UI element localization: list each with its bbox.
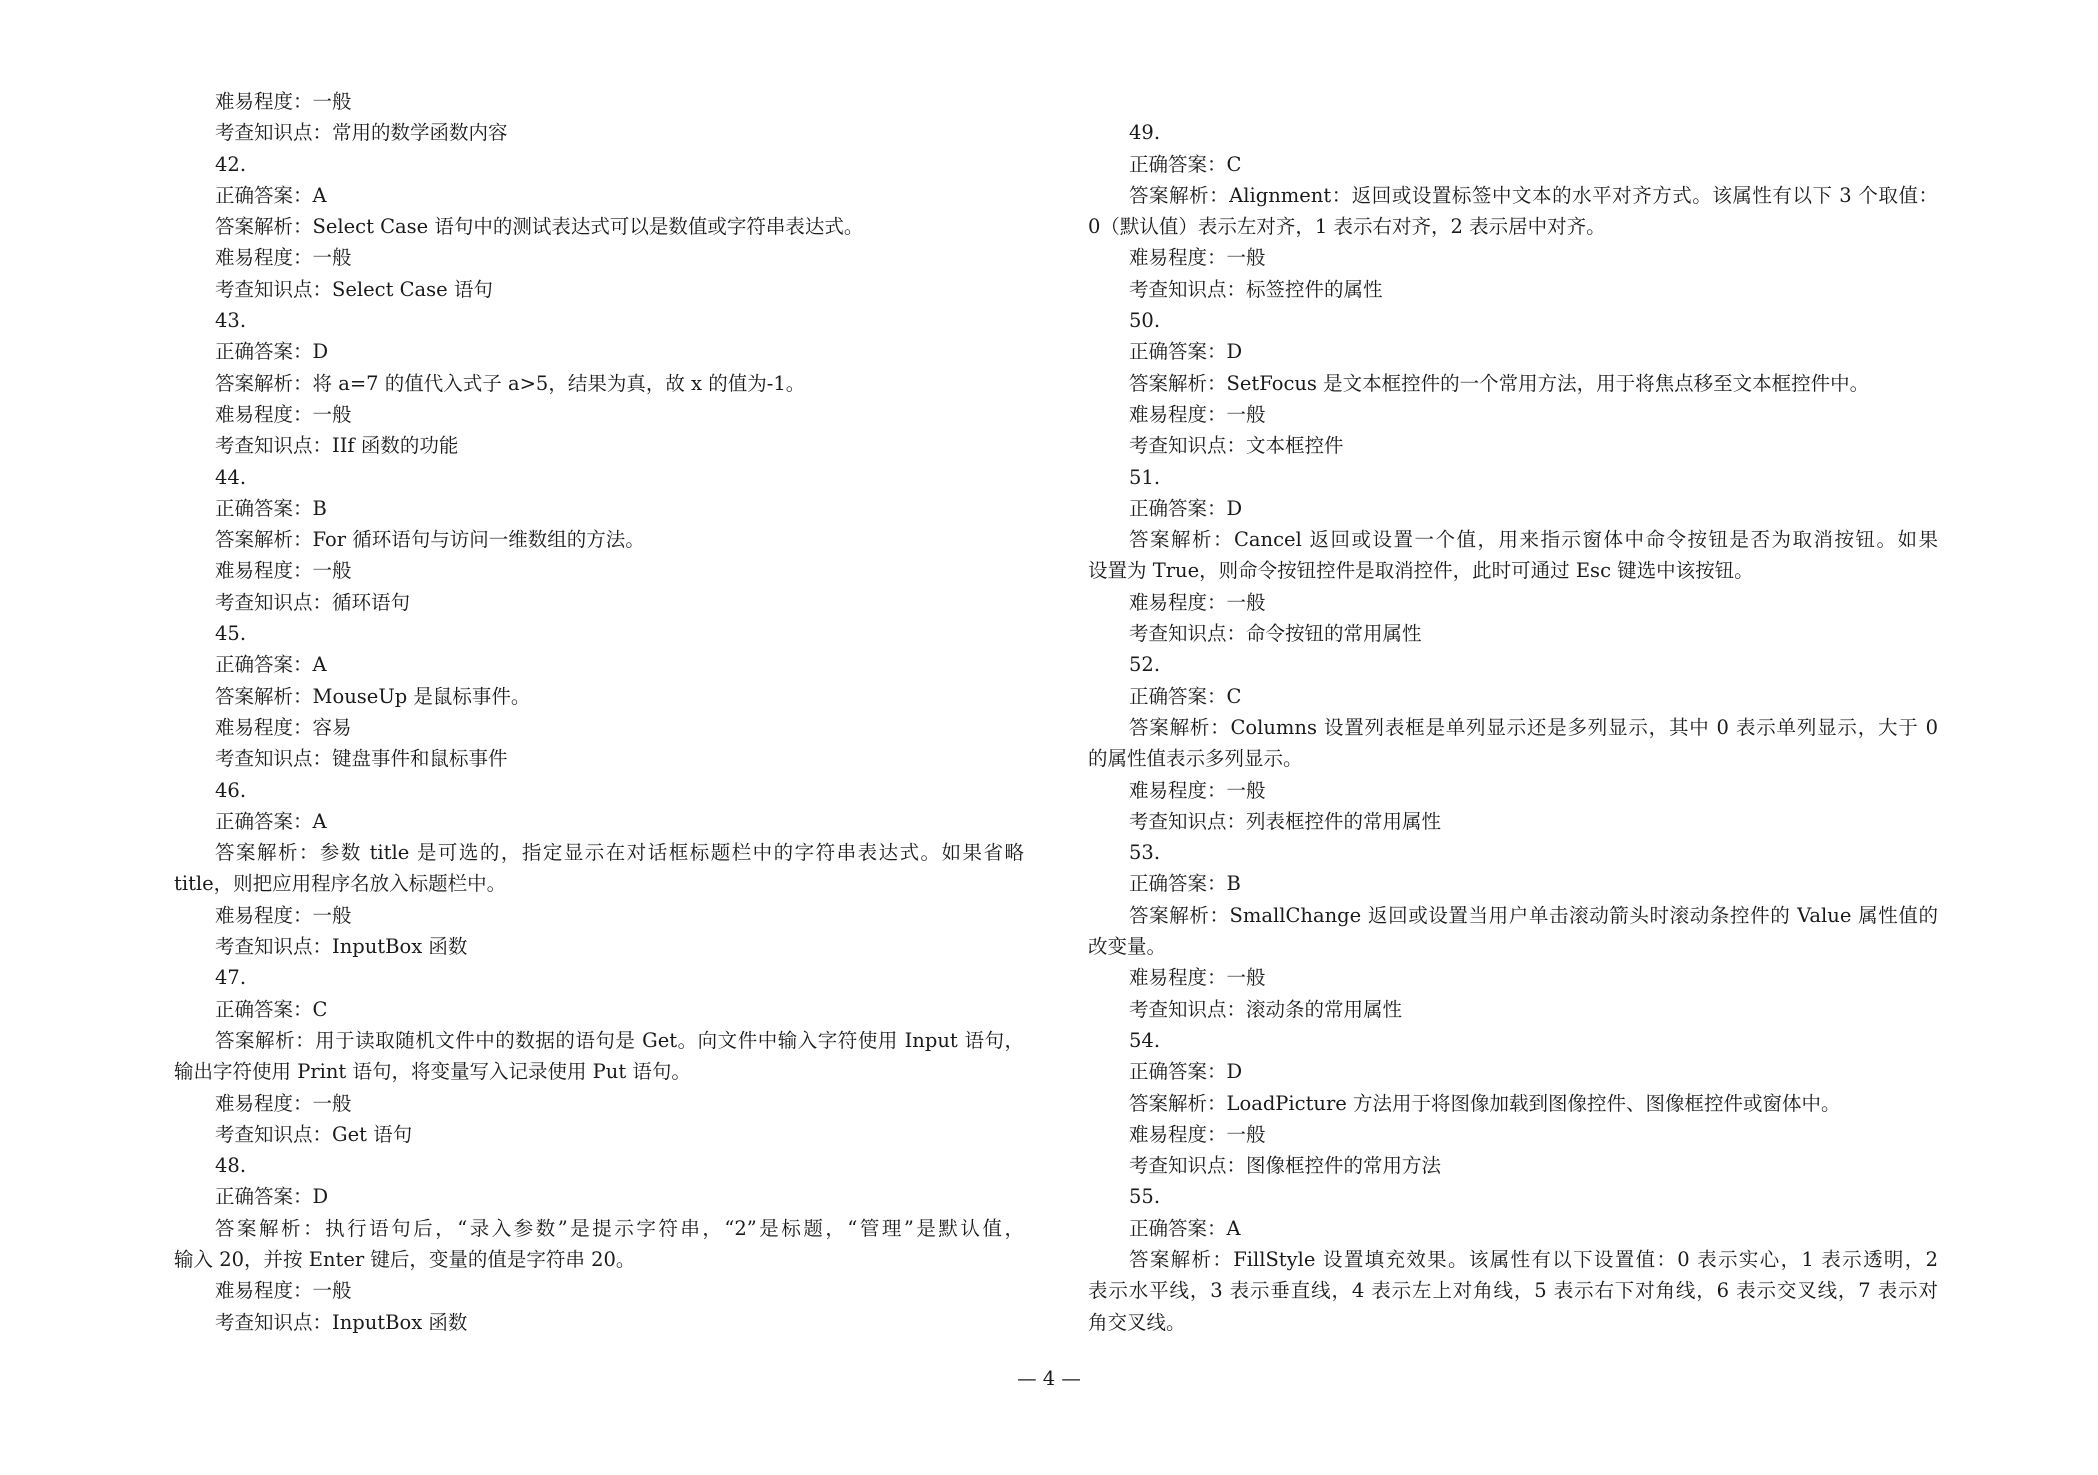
text-line: 输出字符使用 Print 语句，将变量写入记录使用 Put 语句。 [174, 1060, 691, 1084]
text-line: 正确答案：A [215, 809, 327, 833]
text-line: 答案解析：SmallChange 返回或设置当用户单击滚动箭头时滚动条控件的 Value 属性值的 [1129, 903, 1938, 927]
page-number: — 4 — [1017, 1367, 1081, 1390]
text-line: 答案解析：Columns 设置列表框是单列显示还是多列显示，其中 0 表示单列显示，大于 0 [1129, 715, 1938, 739]
text-line: 正确答案：A [215, 183, 327, 207]
text-line: 正确答案：A [215, 653, 327, 677]
text-line: 42. [215, 152, 247, 176]
text-line: 考查知识点：命令按钮的常用属性 [1129, 622, 1422, 646]
text-line: 难易程度：一般 [1129, 966, 1266, 990]
text-line: 51. [1129, 465, 1161, 489]
text-line: 答案解析：For 循环语句与访问一维数组的方法。 [215, 528, 645, 552]
text-line: 正确答案：C [215, 997, 328, 1021]
text-line: 正确答案：D [215, 340, 329, 364]
text-line: 难易程度：一般 [1129, 590, 1266, 614]
text-line: 考查知识点：InputBox 函数 [215, 1310, 468, 1334]
text-line: 考查知识点：图像框控件的常用方法 [1129, 1154, 1442, 1178]
right-column [1088, 86, 1938, 1338]
text-line: 考查知识点：键盘事件和鼠标事件 [215, 747, 508, 771]
text-line: 48. [215, 1154, 247, 1178]
text-line: title，则把应用程序名放入标题栏中。 [174, 872, 507, 896]
text-line [1088, 86, 1938, 117]
text-line: 答案解析：执行语句后，“录入参数”是提示字符串，“2”是标题，“管理”是默认值， [215, 1216, 1024, 1240]
text-line: 答案解析：MouseUp 是鼠标事件。 [215, 684, 531, 708]
text-line: 答案解析：将 a=7 的值代入式子 a>5，结果为真，故 x 的值为-1。 [215, 371, 806, 395]
text-line: 考查知识点：Select Case 语句 [215, 277, 493, 301]
text-line: 考查知识点：常用的数学函数内容 [215, 121, 508, 145]
text-line: 改变量。 [1088, 935, 1167, 959]
text-line: 正确答案：B [1129, 872, 1241, 896]
text-line: 答案解析：LoadPicture 方法用于将图像加载到图像控件、图像框控件或窗体中。 [1129, 1091, 1841, 1115]
text-line: 49. [1129, 121, 1161, 145]
text-line: 44. [215, 465, 247, 489]
text-line: 正确答案：A [1129, 1216, 1241, 1240]
text-line: 50. [1129, 309, 1161, 333]
text-line: 答案解析：FillStyle 设置填充效果。该属性有以下设置值：0 表示实心，1 表示透明，2 [1129, 1247, 1938, 1271]
text-line: 答案解析：Cancel 返回或设置一个值，用来指示窗体中命令按钮是否为取消按钮。如果 [1129, 528, 1938, 552]
text-line: 难易程度：一般 [215, 402, 352, 426]
text-line: 正确答案：B [215, 496, 327, 520]
text-line: 52. [1129, 653, 1161, 677]
text-line: 正确答案：D [215, 1185, 329, 1209]
text-line: 47. [215, 966, 247, 990]
text-line: 考查知识点：滚动条的常用属性 [1129, 997, 1403, 1021]
text-line: 正确答案：C [1129, 684, 1242, 708]
text-line: 正确答案：D [1129, 496, 1243, 520]
text-line: 45. [215, 622, 247, 646]
text-line: 难易程度：一般 [1129, 1122, 1266, 1146]
text-line: 表示水平线，3 表示垂直线，4 表示左上对角线，5 表示右下对角线，6 表示交叉线，7 表示对 [1088, 1279, 1938, 1303]
text-line: 55. [1129, 1185, 1161, 1209]
text-line: 难易程度：一般 [215, 246, 352, 270]
text-line: 53. [1129, 841, 1161, 865]
text-line: 难易程度：一般 [1129, 402, 1266, 426]
text-line: 考查知识点：InputBox 函数 [215, 935, 468, 959]
text-line: 答案解析：用于读取随机文件中的数据的语句是 Get。向文件中输入字符使用 Input 语句， [215, 1028, 1024, 1052]
text-line: 难易程度：容易 [215, 715, 352, 739]
text-line: 角交叉线。 [1088, 1310, 1186, 1334]
text-line: 考查知识点：标签控件的属性 [1129, 277, 1383, 301]
text-line: 答案解析：Alignment：返回或设置标签中文本的水平对齐方式。该属性有以下 3 个取值： [1129, 183, 1938, 207]
text-line: 输入 20，并按 Enter 键后，变量的值是字符串 20。 [174, 1247, 636, 1271]
text-line: 考查知识点：IIf 函数的功能 [215, 434, 459, 458]
text-line: 考查知识点：文本框控件 [1129, 434, 1344, 458]
text-line: 答案解析：Select Case 语句中的测试表达式可以是数值或字符串表达式。 [215, 215, 864, 239]
text-line: 正确答案：D [1129, 340, 1243, 364]
text-line: 难易程度：一般 [215, 90, 352, 113]
text-line: 难易程度：一般 [215, 903, 352, 927]
text-line: 43. [215, 309, 247, 333]
text-line: 0（默认值）表示左对齐，1 表示右对齐，2 表示居中对齐。 [1088, 215, 1606, 239]
text-line: 考查知识点：Get 语句 [215, 1122, 413, 1146]
text-line: 46. [215, 778, 247, 802]
text-line: 难易程度：一般 [215, 1091, 352, 1115]
left-column [174, 86, 1024, 1338]
text-line: 考查知识点：列表框控件的常用属性 [1129, 809, 1442, 833]
text-line: 答案解析：参数 title 是可选的，指定显示在对话框标题栏中的字符串表达式。如果省略 [215, 841, 1024, 865]
text-line: 正确答案：C [1129, 152, 1242, 176]
text-line: 考查知识点：循环语句 [215, 590, 411, 614]
text-line: 难易程度：一般 [215, 1279, 352, 1303]
text-line: 正确答案：D [1129, 1060, 1243, 1084]
text-line: 答案解析：SetFocus 是文本框控件的一个常用方法，用于将焦点移至文本框控件中。 [1129, 371, 1870, 395]
text-line: 难易程度：一般 [1129, 778, 1266, 802]
text-line: 设置为 True，则命令按钮控件是取消控件，此时可通过 Esc 键选中该按钮。 [1088, 559, 1754, 583]
text-line: 难易程度：一般 [1129, 246, 1266, 270]
text-line: 54. [1129, 1028, 1161, 1052]
text-line: 难易程度：一般 [215, 559, 352, 583]
text-line: 的属性值表示多列显示。 [1088, 747, 1303, 771]
